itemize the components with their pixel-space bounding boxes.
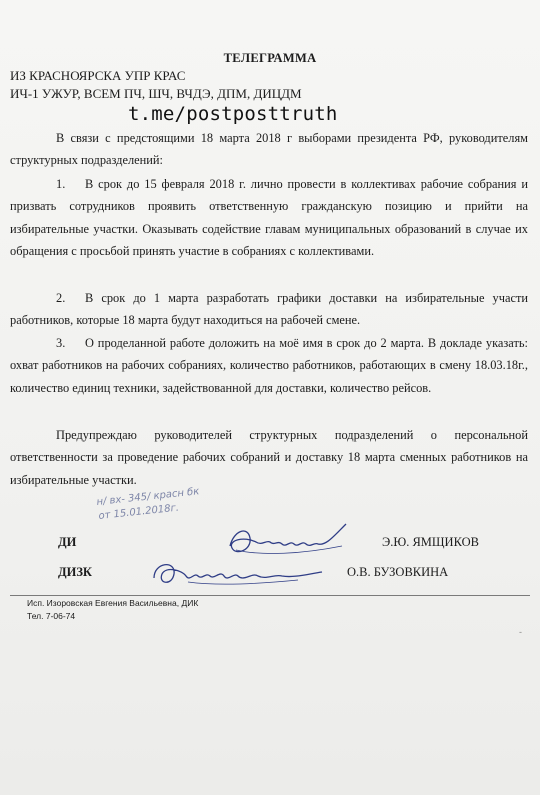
item-number: 2. [56,291,66,305]
to-line: ИЧ-1 УЖУР, ВСЕМ ПЧ, ШЧ, ВЧДЭ, ДПМ, ДИЦДМ [10,86,302,101]
warning-text: Предупреждаю руководителей структурных подразделений о персональной ответственности за проведение рабочих собраний и доставку 18 марта сменных работников на избирательные участки. [10,428,528,487]
signer-role-1: ДИ [58,535,77,549]
phone-line: Тел. 7-06-74 [27,611,76,621]
intro-text: В связи с предстоящими 18 марта 2018 г выборами президента РФ, руководителям структурных подразделений: [10,131,528,168]
item-text: О проделанной работе доложить на моё имя в срок до 2 марта. В докладе указать: охват работников на рабочих собраниях, количество работников, работающих в смену 18.03.18г., количество единиц техники, задействованной для доставки, количество рейсов. [10,336,528,395]
signer-role-2: ДИЗК [58,565,92,579]
intro-paragraph [10,127,528,172]
executor-line: Исп. Изоровская Евгения Васильевна, ДИК [27,598,199,608]
handwritten-date: от 15.01.2018г. [98,502,180,522]
signer-name-2: О.В. БУЗОВКИНА [347,565,449,579]
handwritten-note: н/ вх- 345/ красн бк [96,486,200,508]
item-text: В срок до 1 марта разработать графики доставки на избирательные участи работников, которые 18 марта будут находиться на рабочей смене. [10,291,528,328]
signature-buzovkina [148,556,328,590]
item-number: 1. [56,177,66,191]
signer-name-1: Э.Ю. ЯМЩИКОВ [382,535,479,549]
list-item [10,173,528,262]
from-line: ИЗ КРАСНОЯРСКА УПР КРАС [10,68,186,83]
item-number: 3. [56,336,66,350]
footer-divider [10,595,530,596]
document-title: ТЕЛЕГРАММА [223,51,317,65]
watermark-link: t.me/postposttruth [128,103,338,125]
list-item [10,332,528,399]
list-item [10,287,528,332]
warning-paragraph [10,424,528,491]
item-text: В срок до 15 февраля 2018 г. лично провести в коллективах рабочие собрания и призвать сотрудников проявить ответственную гражданскую позицию и прийти на избирательные участки. Оказывать содействие главам муниципальных образований в случае их обращения с просьбой принять участие в собраниях с коллективами. [10,177,528,258]
corner-mark: - [519,627,522,637]
